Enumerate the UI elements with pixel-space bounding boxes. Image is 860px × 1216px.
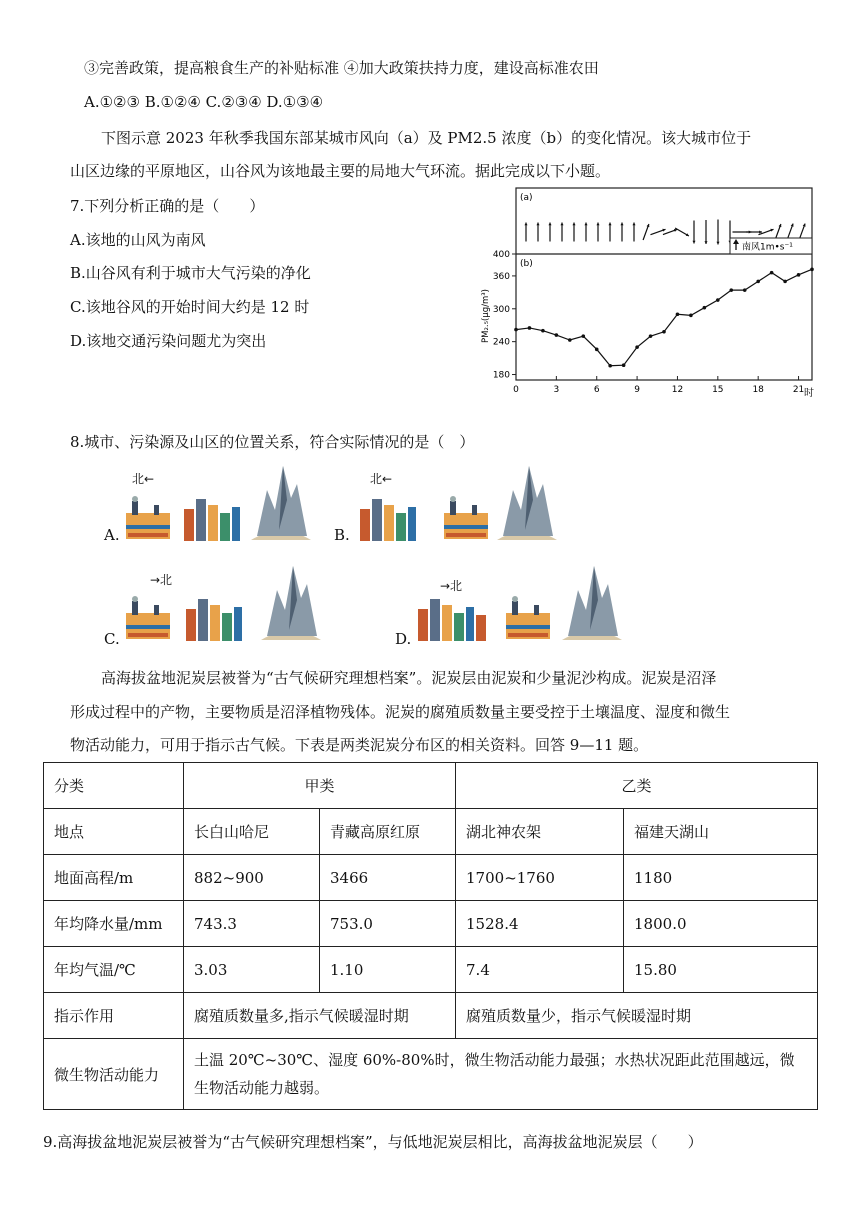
peat-data-table bbox=[43, 762, 818, 1110]
table-cell: 1180 bbox=[624, 855, 818, 901]
q7-option-d: D.该地交通污染问题尤为突出 bbox=[70, 332, 267, 350]
peat-line-1: 高海拔盆地泥炭层被誉为“古气候研究理想档案”。泥炭层由泥炭和少量泥沙构成。泥炭是沼泽 bbox=[101, 669, 717, 687]
factory-icon bbox=[126, 596, 170, 639]
table-cell: 土温 20℃~30℃、湿度 60%-80%时，微生物活动能力最强；水热状况距此范围越远，微生物活动能力越弱。 bbox=[184, 1039, 818, 1110]
pm25-point bbox=[797, 273, 801, 277]
wind-arrow-head bbox=[632, 223, 635, 226]
city-icon bbox=[418, 599, 486, 641]
x-tick-label: 9 bbox=[634, 385, 640, 395]
option-b-illustration bbox=[360, 460, 560, 542]
table-cell: 地点 bbox=[44, 809, 184, 855]
pm25-point bbox=[649, 334, 653, 338]
table-cell: 甲类 bbox=[184, 763, 456, 809]
x-axis-unit: 时 bbox=[804, 388, 814, 399]
mountain-icon bbox=[261, 566, 321, 640]
wind-arrow-head bbox=[560, 223, 563, 226]
table-cell: 1528.4 bbox=[456, 901, 624, 947]
pm25-point bbox=[528, 326, 532, 330]
table-cell: 15.80 bbox=[624, 947, 818, 993]
table-cell: 882~900 bbox=[184, 855, 320, 901]
wind-arrow-head bbox=[620, 223, 623, 226]
pm25-point bbox=[635, 345, 639, 349]
option-line-policy: ③完善政策，提高粮食生产的补贴标准 ④加大政策扶持力度，建设高标准农田 bbox=[84, 59, 599, 77]
q8-option-b-label: B. bbox=[334, 526, 350, 544]
y-tick-label: 180 bbox=[492, 370, 510, 381]
factory-icon bbox=[444, 496, 488, 539]
pm25-point bbox=[568, 338, 572, 342]
table-cell: 分类 bbox=[44, 763, 184, 809]
x-tick-label: 18 bbox=[752, 385, 764, 395]
table-cell: 1700~1760 bbox=[456, 855, 624, 901]
peat-line-3: 物活动能力，可用于指示古气候。下表是两类泥炭分布区的相关资料。回答 9—11 题。 bbox=[70, 736, 649, 754]
pm25-point bbox=[514, 328, 518, 332]
wind-arrow-head bbox=[608, 223, 611, 226]
table-cell: 1800.0 bbox=[624, 901, 818, 947]
north-arrow-a: 北← bbox=[132, 472, 155, 486]
mountain-icon bbox=[562, 566, 622, 640]
pm25-point bbox=[729, 288, 733, 292]
x-tick-label: 0 bbox=[513, 385, 519, 395]
city-icon bbox=[184, 499, 240, 541]
q8-option-c-label: C. bbox=[104, 630, 120, 648]
chart-frame bbox=[516, 188, 812, 380]
y-tick-label: 300 bbox=[492, 304, 510, 315]
table-cell: 指示作用 bbox=[44, 993, 184, 1039]
panel-a-label: (a) bbox=[520, 193, 533, 203]
wind-arrow-head bbox=[596, 223, 599, 226]
options-question6: A.①②③ B.①②④ C.②③④ D.①③④ bbox=[84, 93, 324, 111]
wind-arrow-head bbox=[524, 223, 527, 226]
x-axis-ticks bbox=[513, 376, 804, 395]
mountain-icon bbox=[497, 466, 557, 540]
pm25-point bbox=[770, 271, 774, 275]
table-cell: 腐殖质数量少，指示气候暖湿时期 bbox=[456, 993, 818, 1039]
city-icon bbox=[186, 599, 242, 641]
table-row bbox=[44, 993, 818, 1039]
wind-arrow-head bbox=[716, 242, 719, 245]
pm25-point bbox=[541, 329, 545, 333]
x-tick-label: 6 bbox=[593, 385, 600, 395]
table-cell: 湖北神农架 bbox=[456, 809, 624, 855]
pm25-point bbox=[595, 348, 599, 352]
pm25-point bbox=[676, 312, 680, 316]
pm25-point bbox=[703, 306, 707, 310]
table-cell: 7.4 bbox=[456, 947, 624, 993]
x-tick-label: 15 bbox=[712, 385, 724, 395]
q8-option-d-label: D. bbox=[395, 630, 412, 648]
pm25-series-line bbox=[516, 269, 812, 365]
pm25-point bbox=[689, 314, 693, 318]
table-cell: 1.10 bbox=[320, 947, 456, 993]
mountain-icon bbox=[251, 466, 311, 540]
question-8: 8.城市、污染源及山区的位置关系，符合实际情况的是（ ） bbox=[70, 433, 475, 451]
wind-arrow-head bbox=[548, 223, 551, 226]
wind-arrow-head bbox=[704, 241, 707, 244]
table-row bbox=[44, 901, 818, 947]
y-tick-label: 360 bbox=[492, 271, 510, 282]
option-a-illustration bbox=[124, 460, 314, 542]
table-row bbox=[44, 763, 818, 809]
wind-arrow-head bbox=[536, 223, 539, 226]
pm25-point bbox=[581, 334, 585, 338]
table-cell: 长白山哈尼 bbox=[184, 809, 320, 855]
table-cell: 743.3 bbox=[184, 901, 320, 947]
y-axis-label: PM₂.₅(μg/m³) bbox=[481, 289, 491, 343]
legend-label: 南风1m•s⁻¹ bbox=[742, 242, 793, 253]
pm25-point bbox=[810, 268, 814, 272]
pm25-point bbox=[783, 280, 787, 284]
city-icon bbox=[360, 499, 416, 541]
y-tick-label: 240 bbox=[492, 337, 510, 348]
q7-option-c: C.该地谷风的开始时间大约是 12 时 bbox=[70, 298, 310, 316]
factory-icon bbox=[126, 496, 170, 539]
option-d-illustration bbox=[418, 560, 638, 642]
intro-line-2: 山区边缘的平原地区，山谷风为该地最主要的局地大气环流。据此完成以下小题。 bbox=[70, 162, 611, 180]
table-cell: 福建天湖山 bbox=[624, 809, 818, 855]
pm25-point bbox=[662, 330, 666, 334]
x-tick-label: 3 bbox=[553, 385, 560, 395]
peat-line-2: 形成过程中的产物，主要物质是沼泽植物残体。泥炭的腐殖质数量主要受控于土壤温度、湿度和微生 bbox=[70, 703, 731, 721]
question-7: 7.下列分析正确的是（ ） bbox=[70, 197, 265, 215]
table-cell: 青藏高原红原 bbox=[320, 809, 456, 855]
x-tick-label: 12 bbox=[671, 385, 684, 395]
table-cell: 3466 bbox=[320, 855, 456, 901]
table-cell: 地面高程/m bbox=[44, 855, 184, 901]
wind-arrow-head bbox=[572, 223, 575, 226]
north-arrow-b: 北← bbox=[370, 472, 393, 486]
table-row bbox=[44, 809, 818, 855]
question-9: 9.高海拔盆地泥炭层被誉为“古气候研究理想档案”，与低地泥炭层相比，高海拔盆地泥炭层（ ） bbox=[43, 1133, 703, 1151]
table-row bbox=[44, 947, 818, 993]
option-c-illustration bbox=[124, 560, 324, 642]
pm25-point bbox=[716, 298, 720, 302]
table-cell: 年均降水量/mm bbox=[44, 901, 184, 947]
north-arrow-c: →北 bbox=[150, 573, 173, 587]
table-row bbox=[44, 855, 818, 901]
pm25-point bbox=[743, 288, 747, 292]
north-arrow-d: →北 bbox=[440, 579, 463, 593]
table-cell: 年均气温/℃ bbox=[44, 947, 184, 993]
pm25-point bbox=[756, 280, 760, 284]
pm25-series-points bbox=[514, 268, 814, 368]
y-tick-label: 400 bbox=[492, 250, 510, 260]
pm25-point bbox=[608, 364, 612, 368]
intro-line-1: 下图示意 2023 年秋季我国东部某城市风向（a）及 PM2.5 浓度（b）的变化情况。该大城市位于 bbox=[101, 129, 752, 147]
q7-option-a: A.该地的山风为南风 bbox=[70, 231, 206, 249]
wind-pm25-chart bbox=[480, 186, 816, 402]
table-cell: 753.0 bbox=[320, 901, 456, 947]
wind-arrow-head bbox=[584, 223, 587, 226]
q7-option-b: B.山谷风有利于城市大气污染的净化 bbox=[70, 264, 311, 282]
pm25-point bbox=[555, 333, 559, 337]
table-row bbox=[44, 1039, 818, 1110]
panel-b-label: (b) bbox=[520, 259, 533, 269]
y-axis-ticks bbox=[493, 250, 516, 381]
pm25-point bbox=[622, 363, 626, 367]
table-cell: 微生物活动能力 bbox=[44, 1039, 184, 1110]
x-tick-label: 21 bbox=[792, 385, 805, 395]
q8-option-a-label: A. bbox=[104, 526, 120, 544]
table-cell: 3.03 bbox=[184, 947, 320, 993]
factory-icon bbox=[506, 596, 550, 639]
table-cell: 腐殖质数量多,指示气候暖湿时期 bbox=[184, 993, 456, 1039]
wind-arrow-head bbox=[692, 241, 695, 244]
table-cell: 乙类 bbox=[456, 763, 818, 809]
